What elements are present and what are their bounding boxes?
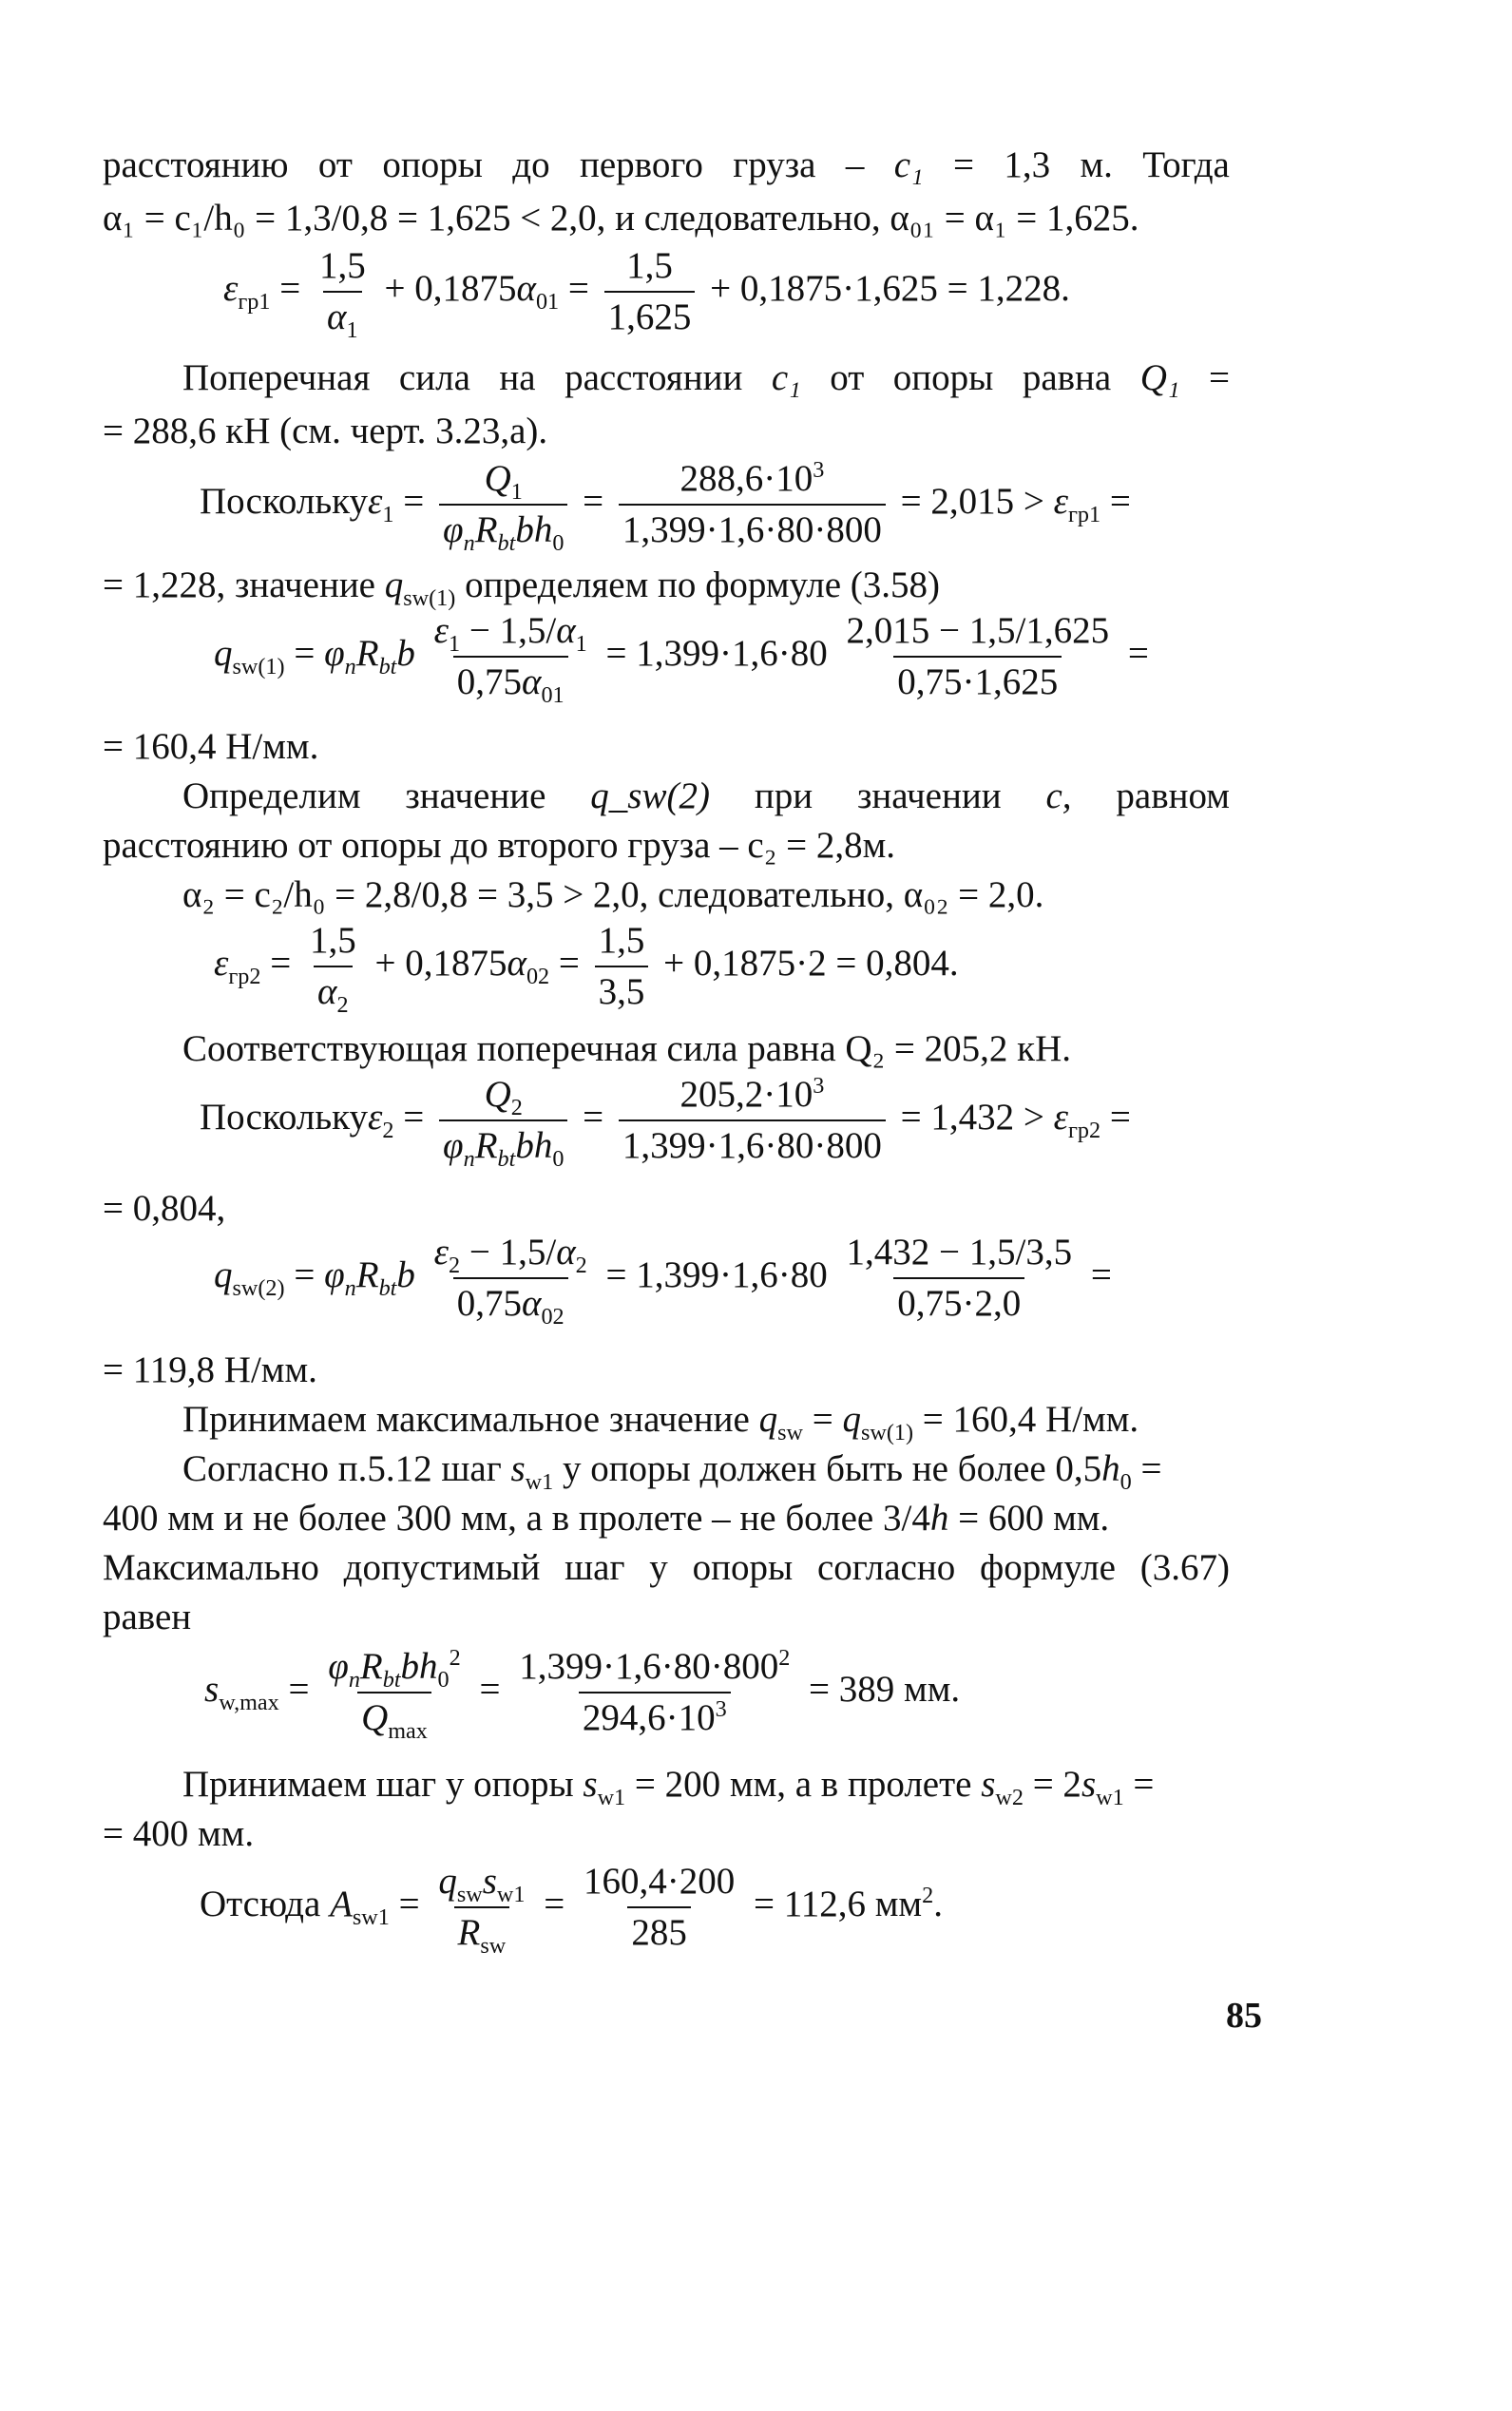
text-line: Максимально допустимый шаг у опоры согласно формуле (3.67) bbox=[103, 1547, 1230, 1588]
text-line: Поперечная сила на расстоянии c₁ от опоры равна Q₁ = bbox=[182, 357, 1230, 398]
equation: $q_{sw(1)} = \varphi_nR_{bt}b$ $\frac{\varepsilon_1 - 1,5/\alpha_1}{0,75\alpha_{01}}$ = 1,399·1,6·80 $\frac{2,015 - 1,5/1,625}{0,75\cdot 1,625}$ = bbox=[214, 610, 1149, 708]
equation: Отсюда $A_{sw1}$ = $\frac{q_{sw}s_{w1}}{R_{sw}}$ = $\frac{160,4\cdot 200}{285}$ = 112,6 $мм^2$. bbox=[200, 1861, 943, 1959]
text-line: = 119,8 Н/мм. bbox=[103, 1349, 317, 1390]
equation: $\varepsilon_{гр1}$ = $\frac{1,5}{\alpha_1}$ + $0,1875\alpha_{01}$ = $\frac{1,5}{1,625}$ + 0,1875·1,625 = 1,228. bbox=[223, 245, 1070, 343]
text-line: Принимаем максимальное значение $q_{sw} = q_{sw(1)} = 160,4$ Н/мм. bbox=[182, 1399, 1139, 1445]
equation: $\varepsilon_{гр2}$ = $\frac{1,5}{\alpha_2}$ + $0,1875\alpha_{02}$ = $\frac{1,5}{3,5}$ + 0,1875·2 = 0,804. bbox=[214, 920, 959, 1018]
equation: $s_{w,max}$ = $\frac{\varphi_nR_{bt}bh_0^2}{Q_{max}}$ = $\frac{1,399\cdot 1,6\cdot 80\cdot 800^2}{294,6\cdot 10^3}$ = 389 мм. bbox=[204, 1645, 961, 1744]
text-line: Согласно п.5.12 шаг $s_{w1}$ у опоры должен быть не более $0,5h_0$ = bbox=[182, 1448, 1162, 1495]
text-line: равен bbox=[103, 1597, 192, 1637]
text-line: Соответствующая поперечная сила равна Q₂ = 205,2 кН. bbox=[182, 1028, 1072, 1069]
page-number: 85 bbox=[1226, 1996, 1262, 2036]
text-line: расстоянию от опоры до первого груза – c₁ = 1,3 м. Тогда bbox=[103, 144, 1230, 185]
equation: Посколькуε$_1$ = $\frac{Q_1}{\varphi_nR_{bt}bh_0}$ = $\frac{288,6\cdot 10^3}{1,399\cdot 1,6\cdot 80\cdot 800}$ = $2,015 > \varepsilon_{гр1}$ = bbox=[200, 457, 1131, 556]
text-line: Определим значение q_sw(2) при значении c, равном bbox=[182, 775, 1230, 816]
equation: Посколькуε$_2$ = $\frac{Q_2}{\varphi_nR_{bt}bh_0}$ = $\frac{205,2\cdot 10^3}{1,399\cdot 1,6\cdot 80\cdot 800}$ = $1,432 > \varepsilon_{гр2}$ = bbox=[200, 1073, 1131, 1172]
text-line: 400 мм и не более 300 мм, а в пролете – не более 3/4h = 600 мм. bbox=[103, 1498, 1110, 1539]
text-line: α₁ = c₁/h₀ = 1,3/0,8 = 1,625 < 2,0, и следовательно, α₀₁ = α₁ = 1,625. bbox=[103, 198, 1139, 239]
text-line: = 288,6 кН (см. черт. 3.23,а). bbox=[103, 411, 548, 451]
text-line: = 0,804, bbox=[103, 1188, 226, 1229]
text-line: α₂ = c₂/h₀ = 2,8/0,8 = 3,5 > 2,0, следовательно, α₀₂ = 2,0. bbox=[182, 874, 1044, 915]
text-line: Принимаем шаг у опоры $s_{w1} = 200$ мм, а в пролете $s_{w2} = 2s_{w1}$ = bbox=[182, 1764, 1155, 1810]
text-line: расстоянию от опоры до второго груза – c₂ = 2,8м. bbox=[103, 825, 896, 866]
text-line: = 160,4 Н/мм. bbox=[103, 726, 319, 767]
text-line: = 400 мм. bbox=[103, 1813, 255, 1854]
equation: $q_{sw(2)} = \varphi_nR_{bt}b$ $\frac{\varepsilon_2 - 1,5/\alpha_2}{0,75\alpha_{02}}$ = 1,399·1,6·80 $\frac{1,432 - 1,5/3,5}{0,75\cdot 2,0}$ = bbox=[214, 1232, 1112, 1330]
text-line: = 1,228, значение $q_{sw(1)}$ определяем по формуле (3.58) bbox=[103, 564, 941, 611]
